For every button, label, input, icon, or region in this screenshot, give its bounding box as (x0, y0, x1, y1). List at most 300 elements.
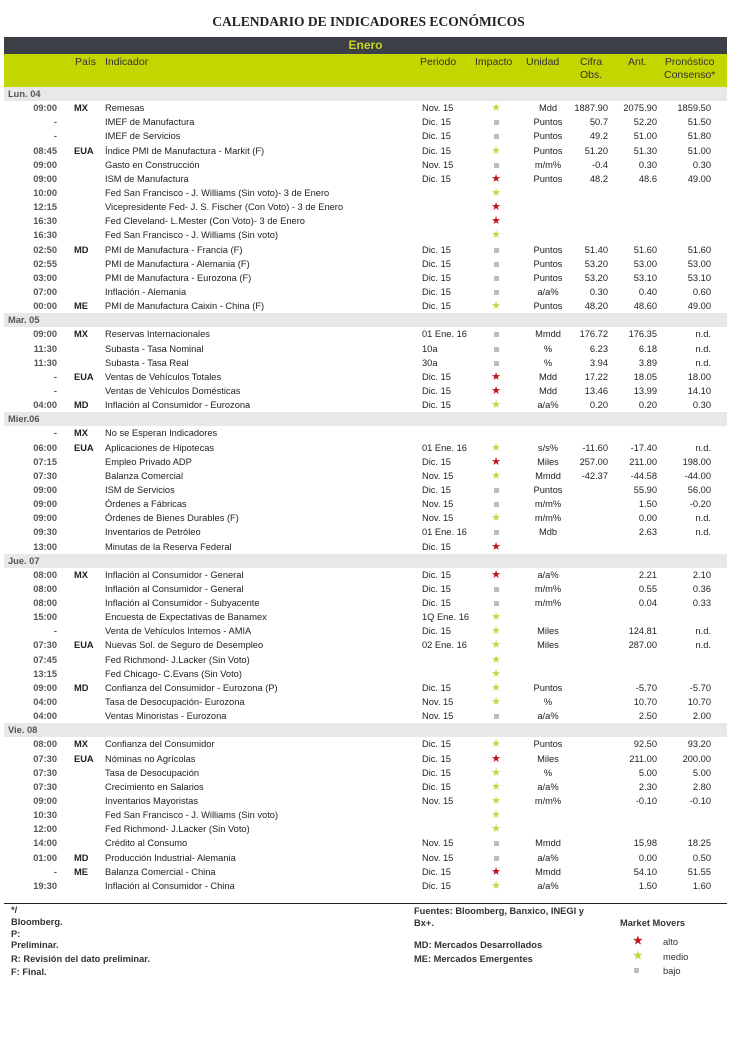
time-cell: 10:00 (33, 187, 57, 198)
table-row (4, 624, 727, 638)
country-cell: EUA (74, 753, 94, 764)
time-cell: 04:00 (33, 711, 57, 722)
impact-medium-star-icon: ★ (491, 469, 501, 482)
consensus-cell: 49.00 (687, 173, 711, 184)
indicator-cell: Fed Richmond- J.Lacker (Sin Voto) (105, 824, 250, 835)
time-cell: 12:00 (33, 824, 57, 835)
indicator-cell: Órdenes de Bienes Durables (F) (105, 513, 239, 524)
impact-medium-star-icon: ★ (491, 144, 501, 157)
col-country: País (75, 56, 97, 68)
unit-cell: Puntos (533, 117, 563, 128)
unit-cell: Puntos (533, 484, 563, 495)
indicator-cell: Ventas de Vehículos Domésticas (105, 385, 241, 396)
indicator-cell: Inflación al Consumidor - Eurozona (105, 400, 251, 411)
impact-medium-star-icon: ★ (491, 512, 501, 525)
time-cell: 08:00 (33, 569, 57, 580)
period-cell: Dic. 15 (422, 131, 451, 142)
observed-cell: -11.60 (582, 442, 608, 453)
unit-cell: a/a% (537, 880, 559, 891)
country-cell: EUA (74, 371, 94, 382)
indicator-cell: Fed Richmond- J.Lacker (Sin Voto) (105, 654, 250, 665)
md-note: MD: Mercados Desarrollados (414, 940, 543, 950)
time-cell: 07:30 (33, 767, 57, 778)
country-cell: MX (74, 569, 88, 580)
indicator-cell: Empleo Privado ADP (105, 456, 192, 467)
impact-high-star-icon: ★ (491, 865, 501, 878)
period-cell: Dic. 15 (422, 767, 451, 778)
consensus-cell: n.d. (695, 626, 711, 637)
period-cell: Nov. 15 (422, 796, 454, 807)
market-movers-title: Market Movers (620, 918, 686, 928)
table-row (4, 808, 727, 822)
indicator-cell: Índice PMI de Manufactura - Markit (F) (105, 145, 265, 156)
impact-low-square-icon (490, 582, 502, 596)
time-cell: 08:00 (33, 598, 57, 609)
previous-cell: 53.00 (633, 258, 657, 269)
table-row (4, 752, 727, 766)
table-row (4, 511, 727, 525)
impact-medium-star-icon: ★ (491, 186, 501, 199)
consensus-cell: n.d. (695, 442, 711, 453)
time-cell: 12:15 (33, 202, 57, 213)
previous-cell: 53.10 (633, 272, 657, 283)
time-cell: 09:00 (33, 329, 57, 340)
previous-cell: 13.99 (633, 385, 657, 396)
time-cell: 09:30 (33, 527, 57, 538)
time-cell: 07:30 (33, 753, 57, 764)
table-row (4, 101, 727, 115)
previous-cell: 176.35 (628, 329, 657, 340)
indicator-cell: Fed San Francisco - J. Williams (Sin voto)- 3 de Enero (105, 187, 330, 198)
legend-medium-label: medio (663, 952, 689, 962)
indicator-cell: Minutas de la Reserva Federal (105, 541, 232, 552)
period-cell: Nov. 15 (422, 470, 454, 481)
country-cell: EUA (74, 145, 94, 156)
impact-low-square-icon (490, 327, 502, 341)
table-row (4, 540, 727, 554)
me-note: ME: Mercados Emergentes (414, 954, 533, 964)
indicator-cell: Fed San Francisco - J. Williams (Sin voto) (105, 810, 279, 821)
unit-cell: a/a% (537, 711, 559, 722)
impact-low-square-icon (490, 271, 502, 285)
legend-low-square-icon (634, 965, 639, 975)
col-ant: Ant. (628, 56, 647, 68)
time-cell: - (53, 866, 57, 877)
previous-cell: 211.00 (629, 456, 657, 467)
impact-low-square-icon (490, 285, 502, 299)
period-cell: 10a (422, 343, 438, 354)
indicator-cell: Inflación - Alemania (105, 286, 187, 297)
consensus-cell: 14.10 (687, 385, 711, 396)
impact-high-star-icon: ★ (491, 455, 501, 468)
consensus-cell: n.d. (695, 513, 711, 524)
indicator-cell: Aplicaciones de Hipotecas (105, 442, 215, 453)
consensus-cell: 49.00 (687, 301, 711, 312)
period-cell: Dic. 15 (422, 371, 451, 382)
time-cell: - (53, 385, 57, 396)
period-cell: Dic. 15 (422, 598, 451, 609)
time-cell: 09:00 (33, 173, 57, 184)
impact-medium-star-icon: ★ (491, 795, 501, 808)
impact-medium-star-icon: ★ (491, 681, 501, 694)
indicator-cell: Inflación al Consumidor - General (105, 583, 244, 594)
time-cell: 07:30 (33, 781, 57, 792)
time-cell: 08:00 (33, 583, 57, 594)
table-row (4, 271, 727, 285)
period-cell: 01 Ene. 16 (422, 442, 467, 453)
impact-medium-star-icon: ★ (491, 780, 501, 793)
unit-cell: m/m% (534, 513, 562, 524)
period-cell: 1Q Ene. 16 (422, 612, 470, 623)
day-label: Lun. 04 (8, 89, 41, 99)
period-cell: 02 Ene. 16 (422, 640, 467, 651)
previous-cell: 2075.90 (623, 103, 657, 114)
observed-cell: 48.20 (584, 301, 608, 312)
table-row (4, 327, 727, 341)
time-cell: 10:30 (33, 810, 57, 821)
consensus-cell: 2.10 (692, 569, 711, 580)
table-row (4, 172, 727, 186)
unit-cell: Puntos (533, 301, 563, 312)
indicator-cell: Producción Industrial- Alemania (105, 852, 236, 863)
country-cell: MD (74, 400, 89, 411)
table-row (4, 638, 727, 652)
indicator-table (4, 87, 727, 893)
period-cell: 01 Ene. 16 (422, 527, 467, 538)
previous-cell: -44.58 (630, 470, 657, 481)
table-row (4, 441, 727, 455)
consensus-cell: n.d. (695, 343, 711, 354)
previous-cell: -17.40 (630, 442, 657, 453)
time-cell: 09:00 (33, 103, 57, 114)
indicator-cell: Nóminas no Agrícolas (105, 753, 196, 764)
unit-cell: % (543, 697, 553, 708)
country-cell: MX (74, 103, 88, 114)
time-cell: 07:00 (33, 286, 57, 297)
table-header (4, 54, 727, 87)
time-cell: 09:00 (33, 159, 57, 170)
table-row (4, 257, 727, 271)
page-title: CALENDARIO DE INDICADORES ECONÓMICOS (212, 14, 525, 29)
impact-medium-star-icon: ★ (491, 300, 501, 313)
sources-note: Fuentes: Bloomberg, Banxico, INEGI y Bx+. (414, 906, 584, 928)
impact-medium-star-icon: ★ (491, 879, 501, 892)
previous-cell: -0.10 (635, 796, 657, 807)
time-cell: 13:15 (33, 668, 57, 679)
consensus-cell: -0.20 (689, 499, 711, 510)
impact-low-square-icon (490, 356, 502, 370)
previous-cell: 6.18 (638, 343, 657, 354)
indicator-cell: Encuesta de Expectativas de Banamex (105, 612, 267, 623)
period-cell: Nov. 15 (422, 499, 454, 510)
time-cell: - (53, 117, 57, 128)
observed-cell: 6.23 (589, 343, 608, 354)
day-section-header (4, 723, 727, 737)
previous-cell: 287.00 (628, 640, 657, 651)
impact-low-square-icon (490, 257, 502, 271)
col-obs: Cifra Obs. (580, 56, 603, 81)
unit-cell: m/m% (534, 159, 562, 170)
time-cell: 02:50 (33, 244, 57, 255)
impact-high-star-icon: ★ (491, 384, 501, 397)
observed-cell: 49.2 (589, 131, 608, 142)
time-cell: 07:45 (33, 654, 57, 665)
observed-cell: 13.46 (584, 385, 608, 396)
previous-cell: 10.70 (633, 697, 657, 708)
unit-cell: % (543, 357, 553, 368)
table-row (4, 865, 727, 879)
unit-cell: a/a% (537, 569, 559, 580)
country-cell: MD (74, 852, 89, 863)
consensus-cell: 18.25 (687, 838, 711, 849)
consensus-cell: 200.00 (682, 753, 711, 764)
impact-high-star-icon: ★ (491, 568, 501, 581)
indicator-cell: Vicepresidente Fed- J. S. Fischer (Con Voto) - 3 de Enero (105, 202, 344, 213)
period-cell: Nov. 15 (422, 103, 454, 114)
impact-high-star-icon: ★ (491, 215, 501, 228)
table-row (4, 653, 727, 667)
table-row (4, 851, 727, 865)
consensus-cell: n.d. (695, 357, 711, 368)
period-cell: Dic. 15 (422, 117, 451, 128)
consensus-cell: 56.00 (687, 484, 711, 495)
consensus-cell: 51.60 (687, 244, 711, 255)
previous-cell: 0.55 (638, 583, 657, 594)
previous-cell: 0.00 (638, 513, 657, 524)
indicator-cell: PMI de Manufactura Caixin - China (F) (105, 301, 265, 312)
day-label: Vie. 08 (8, 725, 38, 736)
table-row (4, 582, 727, 596)
indicator-cell: Fed Chicago- C.Evans (Sin Voto) (105, 668, 242, 679)
col-unit: Unidad (526, 56, 560, 68)
impact-medium-star-icon: ★ (491, 738, 501, 751)
period-cell: 30a (422, 357, 438, 368)
day-section-header (4, 554, 727, 568)
unit-cell: Puntos (533, 131, 563, 142)
consensus-cell: 198.00 (682, 456, 711, 467)
period-cell: Nov. 15 (422, 513, 454, 524)
previous-cell: 1.50 (638, 499, 657, 510)
indicator-cell: No se Esperan Indicadores (105, 428, 218, 439)
consensus-cell: 1.60 (692, 880, 711, 891)
time-cell: - (53, 371, 57, 382)
consensus-cell: n.d. (695, 527, 711, 538)
indicator-cell: Balanza Comercial (105, 470, 184, 481)
country-cell: EUA (74, 640, 94, 651)
impact-medium-star-icon: ★ (491, 102, 501, 115)
unit-cell: Mmdd (535, 866, 561, 877)
unit-cell: % (543, 767, 553, 778)
consensus-cell: 5.00 (692, 767, 711, 778)
time-cell: 07:15 (33, 456, 57, 467)
unit-cell: Mdd (538, 371, 558, 382)
period-cell: Dic. 15 (422, 400, 451, 411)
footnote-3: P: (11, 929, 21, 939)
day-section-header (4, 87, 727, 101)
period-cell: Dic. 15 (422, 880, 451, 891)
consensus-cell: 53.00 (687, 258, 711, 269)
table-row (4, 455, 727, 469)
impact-low-square-icon (490, 158, 502, 172)
table-row (4, 681, 727, 695)
period-cell: Nov. 15 (422, 159, 454, 170)
previous-cell: 2.50 (638, 711, 657, 722)
indicator-cell: Remesas (105, 103, 145, 114)
previous-cell: 0.04 (638, 598, 657, 609)
impact-low-square-icon (490, 483, 502, 497)
time-cell: - (53, 131, 57, 142)
consensus-cell: -5.70 (689, 682, 711, 693)
period-cell: Dic. 15 (422, 272, 451, 283)
consensus-cell: 1859.50 (677, 103, 711, 114)
previous-cell: 0.00 (638, 852, 657, 863)
observed-cell: 53.20 (584, 272, 608, 283)
previous-cell: 3.89 (638, 357, 657, 368)
consensus-cell: n.d. (695, 640, 711, 651)
impact-medium-star-icon: ★ (491, 823, 501, 836)
footnote-1: */ (11, 905, 18, 915)
period-cell: Nov. 15 (422, 697, 454, 708)
consensus-cell: 93.20 (687, 739, 711, 750)
indicator-cell: Crédito al Consumo (105, 838, 188, 849)
time-cell: 08:45 (33, 145, 57, 156)
country-cell: MD (74, 244, 89, 255)
day-section-header (4, 412, 727, 426)
impact-low-square-icon (490, 342, 502, 356)
impact-low-square-icon (490, 709, 502, 723)
observed-cell: 50.7 (589, 117, 608, 128)
time-cell: 14:00 (33, 838, 57, 849)
indicator-cell: Órdenes a Fábricas (105, 499, 187, 510)
previous-cell: 15.98 (633, 838, 657, 849)
period-cell: Nov. 15 (422, 711, 454, 722)
unit-cell: Miles (537, 753, 559, 764)
time-cell: 00:00 (33, 301, 57, 312)
legend-high-star-icon: ★ (633, 935, 643, 947)
indicator-cell: IMEF de Servicios (105, 131, 181, 142)
col-period: Periodo (420, 56, 457, 68)
observed-cell: 3.94 (589, 357, 608, 368)
time-cell: 16:30 (33, 216, 57, 227)
day-section-header (4, 313, 727, 327)
period-cell: Dic. 15 (422, 244, 451, 255)
consensus-cell: 0.30 (692, 159, 711, 170)
country-cell: MD (74, 682, 89, 693)
indicator-cell: Confianza del Consumidor (105, 739, 215, 750)
previous-cell: 124.81 (628, 626, 657, 637)
unit-cell: a/a% (537, 400, 559, 411)
table-row (4, 822, 727, 836)
indicator-cell: Ventas de Vehículos Totales (105, 371, 222, 382)
observed-cell: 257.00 (579, 456, 608, 467)
impact-medium-star-icon: ★ (491, 611, 501, 624)
consensus-cell: 51.00 (687, 145, 711, 156)
unit-cell: Mdb (538, 527, 558, 538)
previous-cell: 0.20 (638, 400, 657, 411)
time-cell: - (53, 626, 57, 637)
previous-cell: 1.50 (638, 880, 657, 891)
time-cell: 01:00 (33, 852, 57, 863)
previous-cell: 2.30 (638, 781, 657, 792)
unit-cell: Mdd (538, 103, 558, 114)
unit-cell: Puntos (533, 173, 563, 184)
previous-cell: 18.05 (633, 371, 657, 382)
consensus-cell: 2.00 (692, 711, 711, 722)
country-cell: MX (74, 739, 88, 750)
unit-cell: a/a% (537, 781, 559, 792)
consensus-cell: n.d. (695, 329, 711, 340)
table-row (4, 667, 727, 681)
country-cell: ME (74, 301, 88, 312)
observed-cell: 51.20 (584, 145, 608, 156)
indicator-cell: Balanza Comercial - China (105, 866, 216, 877)
period-cell: Dic. 15 (422, 484, 451, 495)
indicator-cell: PMI de Manufactura - Alemania (F) (105, 258, 250, 269)
indicator-cell: Confianza del Consumidor - Eurozona (P) (105, 682, 278, 693)
previous-cell: 2.21 (638, 569, 657, 580)
impact-low-square-icon (490, 851, 502, 865)
observed-cell: 176.72 (579, 329, 608, 340)
period-cell: Nov. 15 (422, 838, 454, 849)
table-row (4, 469, 727, 483)
period-cell: Dic. 15 (422, 145, 451, 156)
period-cell: Dic. 15 (422, 569, 451, 580)
unit-cell: a/a% (537, 852, 559, 863)
unit-cell: m/m% (534, 499, 562, 510)
previous-cell: 54.10 (633, 866, 657, 877)
period-cell: Dic. 15 (422, 456, 451, 467)
table-row (4, 285, 727, 299)
impact-medium-star-icon: ★ (491, 639, 501, 652)
period-cell: Dic. 15 (422, 286, 451, 297)
indicator-cell: Crecimiento en Salarios (105, 781, 204, 792)
table-row (4, 525, 727, 539)
country-cell: MX (74, 329, 88, 340)
consensus-cell: 0.33 (692, 598, 711, 609)
period-cell: Dic. 15 (422, 301, 451, 312)
unit-cell: m/m% (534, 796, 562, 807)
time-cell: 04:00 (33, 400, 57, 411)
footer-divider (4, 903, 727, 904)
impact-low-square-icon (490, 497, 502, 511)
impact-medium-star-icon: ★ (491, 399, 501, 412)
col-indicator: Indicador (105, 56, 149, 68)
impact-medium-star-icon: ★ (491, 766, 501, 779)
col-impact: Impacto (475, 56, 513, 68)
indicator-cell: Inventarios Mayoristas (105, 796, 199, 807)
indicator-cell: Ventas Minoristas - Eurozona (105, 711, 227, 722)
previous-cell: 48.6 (638, 173, 657, 184)
observed-cell: -42.37 (581, 470, 608, 481)
legend-medium-star-icon: ★ (633, 950, 643, 962)
table-row (4, 115, 727, 129)
indicator-cell: Inventarios de Petróleo (105, 527, 201, 538)
legend-high-label: alto (663, 937, 678, 947)
period-cell: Dic. 15 (422, 866, 451, 877)
table-row (4, 426, 727, 440)
table-row (4, 794, 727, 808)
indicator-cell: Subasta - Tasa Nominal (105, 343, 204, 354)
impact-high-star-icon: ★ (491, 172, 501, 185)
indicator-cell: ISM de Manufactura (105, 173, 189, 184)
time-cell: 02:55 (33, 258, 57, 269)
indicator-cell: IMEF de Manufactura (105, 117, 195, 128)
consensus-cell: 0.50 (692, 852, 711, 863)
indicator-cell: Inflación al Consumidor - Subyacente (105, 598, 260, 609)
table-row (4, 483, 727, 497)
previous-cell: 5.00 (638, 767, 657, 778)
time-cell: 09:00 (33, 499, 57, 510)
